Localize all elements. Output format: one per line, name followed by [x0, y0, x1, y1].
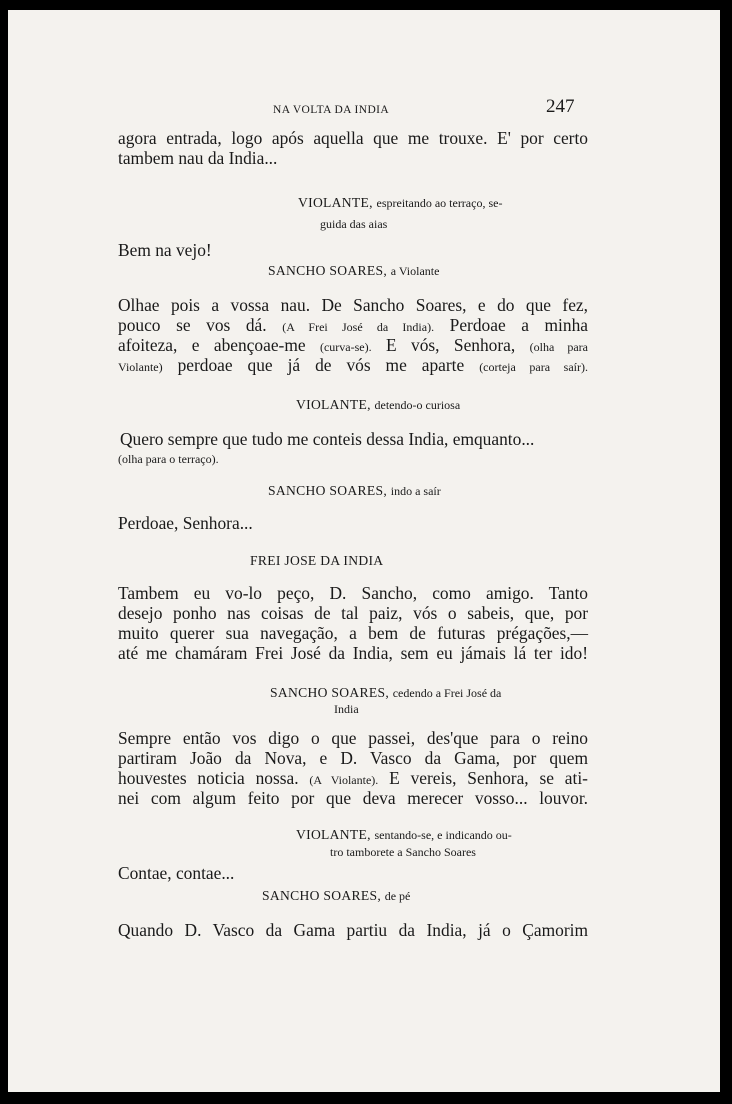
speech-block — [118, 295, 588, 375]
speech-text: E vós, Senhora, — [386, 335, 516, 355]
speaker-heading — [268, 263, 439, 279]
speaker-heading — [270, 685, 501, 701]
stage-direction: indo a saír — [390, 484, 441, 498]
stage-direction: a Violante — [390, 264, 440, 278]
stage-direction: (A Violante). — [309, 773, 379, 787]
speech-line: Olhae pois a vossa nau. De Sancho Soares, e do que fez, — [118, 295, 588, 315]
speaker-heading — [296, 397, 460, 413]
speech-text: pouco se vos dá. — [118, 315, 267, 335]
speech-text: houvestes noticia nossa. — [118, 768, 299, 788]
speech-line: Perdoae, Senhora... — [118, 513, 253, 533]
speech-line: Sempre então vos digo o que passei, des'que para o reino — [118, 728, 588, 748]
speech-block — [118, 128, 588, 168]
speech-line — [118, 335, 588, 355]
speech-line: muito querer sua navegação, a bem de futuras prégações,— — [118, 623, 588, 643]
speech-line: partiram João da Nova, e D. Vasco da Gama, por quem — [118, 748, 588, 768]
page-header — [8, 96, 720, 124]
stage-direction-cont: guida das aias — [320, 217, 388, 231]
speech-block — [118, 429, 588, 469]
speech-text: perdoae que já de vós me aparte — [177, 355, 465, 375]
stage-direction: espreitando ao terraço, se- — [376, 196, 503, 210]
speaker-name: VIOLANTE, — [298, 195, 373, 210]
speech-block — [118, 513, 588, 533]
stage-direction: sentando-se, e indicando ou- — [374, 828, 512, 842]
speaker-name: SANCHO SOARES, — [268, 483, 388, 498]
speech-line: até me chamáram Frei José da India, sem eu jámais lá ter ido! — [118, 643, 588, 663]
stage-direction: detendo-o curiosa — [374, 398, 461, 412]
stage-direction: de pé — [384, 889, 411, 903]
speech-line — [118, 315, 588, 335]
stage-direction: (olha para o terraço). — [118, 452, 219, 466]
speaker-name: VIOLANTE, — [296, 397, 371, 412]
speech-line: Quando D. Vasco da Gama partiu da India, já o Çamorim — [118, 920, 588, 940]
speaker-heading — [296, 827, 512, 843]
speaker-name: FREI JOSE DA INDIA — [250, 553, 384, 568]
speaker-name: SANCHO SOARES, — [262, 888, 382, 903]
speech-block — [118, 583, 588, 663]
speech-line: Contae, contae... — [118, 863, 235, 883]
speech-line — [118, 768, 588, 788]
speech-line: tambem nau da India... — [118, 148, 278, 168]
speaker-heading — [268, 483, 441, 499]
speech-line: desejo ponho nas coisas de tal paiz, vós o sabeis, que, por — [118, 603, 588, 623]
speech-block — [118, 863, 588, 883]
speech-text: Perdoae a minha — [449, 315, 588, 335]
stage-direction-cont: tro tamborete a Sancho Soares — [330, 845, 476, 859]
speech-text: afoiteza, e abençoae-me — [118, 335, 306, 355]
stage-direction: Violante) — [118, 360, 163, 374]
speaker-name: VIOLANTE, — [296, 827, 371, 842]
speech-line: agora entrada, logo após aquella que me trouxe. E' por certo — [118, 128, 588, 148]
stage-direction-cont: India — [334, 702, 359, 716]
stage-direction: (A Frei José da India). — [282, 320, 435, 334]
stage-direction: cedendo a Frei José da — [392, 686, 502, 700]
book-page — [8, 10, 720, 1092]
speaker-heading — [298, 195, 502, 211]
page-number: 247 — [546, 96, 575, 117]
stage-direction: (olha para — [529, 340, 588, 354]
speaker-name: SANCHO SOARES, — [268, 263, 388, 278]
speaker-name: SANCHO SOARES, — [270, 685, 390, 700]
speech-text: E vereis, Senhora, se ati- — [389, 768, 588, 788]
speech-line: Tambem eu vo-lo peço, D. Sancho, como amigo. Tanto — [118, 583, 588, 603]
speaker-heading — [250, 553, 383, 569]
speech-line — [118, 355, 588, 375]
speech-block — [118, 920, 588, 940]
speech-line: Bem na vejo! — [118, 240, 212, 260]
speech-line: Quero sempre que tudo me conteis dessa India, emquanto... — [120, 429, 535, 449]
stage-direction: (corteja para saír). — [479, 360, 588, 374]
stage-direction: (curva-se). — [319, 340, 372, 354]
speech-line: nei com algum feito por que deva merecer vosso... louvor. — [118, 788, 588, 808]
speech-block — [118, 240, 588, 260]
running-head: NA VOLTA DA INDIA — [273, 104, 390, 116]
speaker-heading — [262, 888, 410, 904]
speech-block — [118, 728, 588, 808]
